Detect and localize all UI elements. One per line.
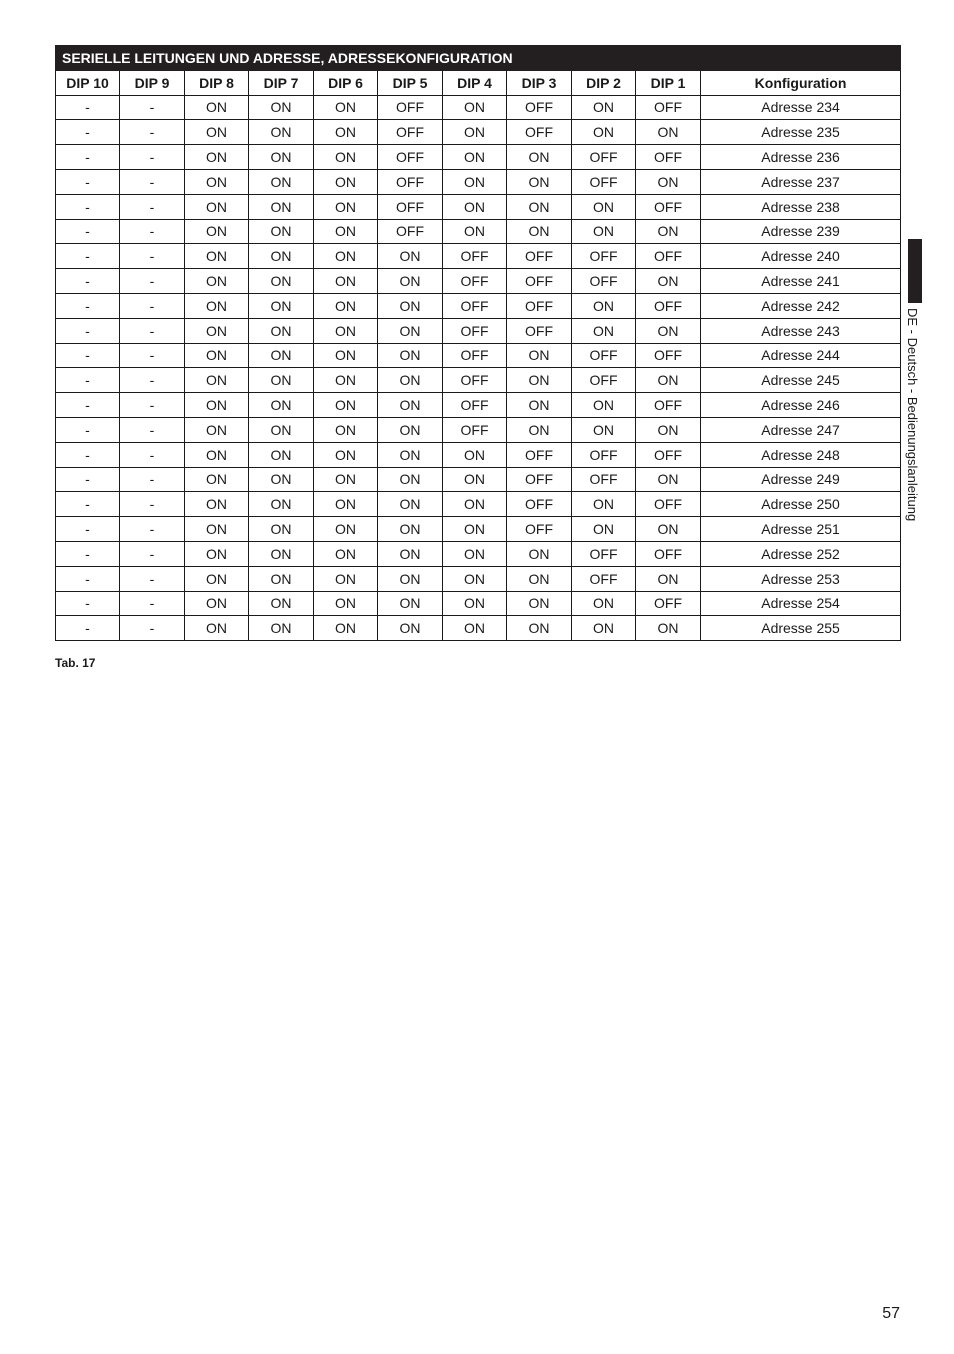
address-cell: Adresse 248 xyxy=(701,442,901,467)
dip-state-cell: ON xyxy=(507,566,572,591)
dip-state-cell: ON xyxy=(443,566,507,591)
dip-state-cell: - xyxy=(56,169,120,194)
dip-state-cell: ON xyxy=(636,616,701,641)
dip-state-cell: OFF xyxy=(636,145,701,170)
dip-state-cell: ON xyxy=(443,541,507,566)
dip-state-cell: ON xyxy=(185,145,249,170)
dip-state-cell: OFF xyxy=(507,517,572,542)
table-row xyxy=(56,492,901,517)
dip-state-cell: ON xyxy=(249,591,314,616)
dip-state-cell: ON xyxy=(249,145,314,170)
dip-state-cell: - xyxy=(56,145,120,170)
dip-state-cell: ON xyxy=(185,541,249,566)
dip-state-cell: - xyxy=(56,343,120,368)
table-row xyxy=(56,517,901,542)
dip-state-cell: ON xyxy=(636,169,701,194)
dip-state-cell: ON xyxy=(249,269,314,294)
dip-state-cell: ON xyxy=(314,219,378,244)
dip-state-cell: ON xyxy=(636,318,701,343)
dip-state-cell: ON xyxy=(378,566,443,591)
dip-state-cell: ON xyxy=(572,492,636,517)
dip-state-cell: ON xyxy=(636,368,701,393)
dip-state-cell: ON xyxy=(507,343,572,368)
dip-state-cell: - xyxy=(120,318,185,343)
dip-state-cell: OFF xyxy=(507,492,572,517)
dip-state-cell: ON xyxy=(572,417,636,442)
dip-state-cell: - xyxy=(56,442,120,467)
dip-state-cell: ON xyxy=(185,269,249,294)
table-title: SERIELLE LEITUNGEN UND ADRESSE, ADRESSEKONFIGURATION xyxy=(56,46,901,71)
dip-state-cell: ON xyxy=(314,169,378,194)
dip-state-cell: ON xyxy=(443,591,507,616)
dip-state-cell: ON xyxy=(572,293,636,318)
dip-state-cell: ON xyxy=(636,417,701,442)
dip-state-cell: ON xyxy=(378,318,443,343)
table-row xyxy=(56,194,901,219)
address-cell: Adresse 247 xyxy=(701,417,901,442)
dip-state-cell: OFF xyxy=(636,393,701,418)
address-cell: Adresse 249 xyxy=(701,467,901,492)
column-header: DIP 10 xyxy=(56,70,120,95)
dip-state-cell: - xyxy=(56,219,120,244)
dip-state-cell: - xyxy=(56,318,120,343)
address-cell: Adresse 234 xyxy=(701,95,901,120)
dip-state-cell: ON xyxy=(507,591,572,616)
address-cell: Adresse 250 xyxy=(701,492,901,517)
table-row xyxy=(56,442,901,467)
dip-state-cell: - xyxy=(120,442,185,467)
dip-state-cell: - xyxy=(120,343,185,368)
table-row xyxy=(56,318,901,343)
dip-state-cell: ON xyxy=(249,616,314,641)
table-row xyxy=(56,169,901,194)
side-language-label-container xyxy=(905,308,925,568)
address-cell: Adresse 245 xyxy=(701,368,901,393)
dip-state-cell: ON xyxy=(185,95,249,120)
dip-state-cell: ON xyxy=(636,517,701,542)
address-cell: Adresse 254 xyxy=(701,591,901,616)
dip-state-cell: ON xyxy=(249,120,314,145)
address-cell: Adresse 239 xyxy=(701,219,901,244)
dip-switch-table xyxy=(55,45,901,641)
dip-state-cell: OFF xyxy=(572,566,636,591)
dip-state-cell: ON xyxy=(443,492,507,517)
dip-state-cell: ON xyxy=(572,194,636,219)
dip-state-cell: ON xyxy=(314,517,378,542)
dip-state-cell: OFF xyxy=(636,293,701,318)
dip-state-cell: - xyxy=(120,417,185,442)
dip-state-cell: OFF xyxy=(378,120,443,145)
dip-state-cell: - xyxy=(56,417,120,442)
table-row xyxy=(56,393,901,418)
column-header: DIP 8 xyxy=(185,70,249,95)
dip-state-cell: ON xyxy=(378,517,443,542)
dip-state-cell: ON xyxy=(572,95,636,120)
dip-state-cell: ON xyxy=(249,517,314,542)
dip-state-cell: ON xyxy=(314,145,378,170)
dip-state-cell: OFF xyxy=(443,343,507,368)
table-row xyxy=(56,566,901,591)
dip-state-cell: OFF xyxy=(572,244,636,269)
address-cell: Adresse 235 xyxy=(701,120,901,145)
dip-state-cell: - xyxy=(56,120,120,145)
dip-state-cell: OFF xyxy=(636,194,701,219)
dip-state-cell: ON xyxy=(249,492,314,517)
dip-state-cell: ON xyxy=(314,95,378,120)
dip-state-cell: ON xyxy=(314,566,378,591)
table-body xyxy=(56,95,901,641)
table-row xyxy=(56,219,901,244)
dip-state-cell: ON xyxy=(378,393,443,418)
dip-state-cell: - xyxy=(120,145,185,170)
dip-state-cell: ON xyxy=(185,293,249,318)
dip-state-cell: OFF xyxy=(572,368,636,393)
dip-state-cell: ON xyxy=(314,591,378,616)
dip-state-cell: ON xyxy=(249,541,314,566)
dip-state-cell: - xyxy=(120,616,185,641)
dip-state-cell: OFF xyxy=(636,343,701,368)
dip-state-cell: - xyxy=(56,244,120,269)
dip-state-cell: ON xyxy=(507,417,572,442)
dip-state-cell: ON xyxy=(507,169,572,194)
dip-state-cell: ON xyxy=(572,219,636,244)
dip-state-cell: ON xyxy=(249,169,314,194)
dip-state-cell: OFF xyxy=(636,95,701,120)
dip-state-cell: ON xyxy=(185,467,249,492)
dip-state-cell: ON xyxy=(185,244,249,269)
dip-state-cell: ON xyxy=(572,616,636,641)
dip-state-cell: OFF xyxy=(378,169,443,194)
dip-state-cell: OFF xyxy=(507,95,572,120)
dip-state-cell: ON xyxy=(185,393,249,418)
table-row xyxy=(56,293,901,318)
dip-state-cell: ON xyxy=(443,467,507,492)
dip-state-cell: ON xyxy=(314,318,378,343)
dip-state-cell: ON xyxy=(185,442,249,467)
table-row xyxy=(56,368,901,393)
address-cell: Adresse 252 xyxy=(701,541,901,566)
dip-state-cell: ON xyxy=(249,244,314,269)
dip-state-cell: ON xyxy=(443,145,507,170)
dip-state-cell: ON xyxy=(314,442,378,467)
dip-switch-table-container xyxy=(55,45,900,641)
dip-state-cell: OFF xyxy=(572,467,636,492)
dip-state-cell: - xyxy=(56,517,120,542)
dip-state-cell: OFF xyxy=(507,120,572,145)
dip-state-cell: ON xyxy=(443,517,507,542)
dip-state-cell: ON xyxy=(249,393,314,418)
side-language-label: DE - Deutsch - Bedienungslanleitung xyxy=(905,308,920,522)
dip-state-cell: ON xyxy=(507,541,572,566)
dip-state-cell: ON xyxy=(314,293,378,318)
table-row xyxy=(56,417,901,442)
dip-state-cell: - xyxy=(120,467,185,492)
dip-state-cell: ON xyxy=(249,293,314,318)
page-number: 57 xyxy=(882,1305,900,1322)
dip-state-cell: - xyxy=(120,169,185,194)
column-header: Konfiguration xyxy=(701,70,901,95)
dip-state-cell: ON xyxy=(378,591,443,616)
dip-state-cell: OFF xyxy=(443,417,507,442)
dip-state-cell: - xyxy=(120,566,185,591)
column-header: DIP 3 xyxy=(507,70,572,95)
dip-state-cell: OFF xyxy=(443,293,507,318)
side-section-tab xyxy=(908,239,922,303)
dip-state-cell: ON xyxy=(314,492,378,517)
dip-state-cell: - xyxy=(56,467,120,492)
address-cell: Adresse 246 xyxy=(701,393,901,418)
address-cell: Adresse 241 xyxy=(701,269,901,294)
dip-state-cell: ON xyxy=(185,417,249,442)
dip-state-cell: - xyxy=(56,368,120,393)
dip-state-cell: OFF xyxy=(378,145,443,170)
dip-state-cell: ON xyxy=(249,219,314,244)
dip-state-cell: - xyxy=(120,591,185,616)
table-row xyxy=(56,467,901,492)
dip-state-cell: OFF xyxy=(507,467,572,492)
dip-state-cell: ON xyxy=(249,368,314,393)
dip-state-cell: - xyxy=(120,541,185,566)
dip-state-cell: ON xyxy=(249,467,314,492)
dip-state-cell: ON xyxy=(443,194,507,219)
dip-state-cell: ON xyxy=(443,442,507,467)
dip-state-cell: ON xyxy=(572,591,636,616)
dip-state-cell: - xyxy=(120,120,185,145)
dip-state-cell: ON xyxy=(314,616,378,641)
dip-state-cell: - xyxy=(56,591,120,616)
dip-state-cell: OFF xyxy=(443,244,507,269)
address-cell: Adresse 236 xyxy=(701,145,901,170)
dip-state-cell: OFF xyxy=(443,318,507,343)
address-cell: Adresse 238 xyxy=(701,194,901,219)
dip-state-cell: ON xyxy=(572,393,636,418)
dip-state-cell: ON xyxy=(185,219,249,244)
dip-state-cell: ON xyxy=(314,244,378,269)
table-row xyxy=(56,95,901,120)
dip-state-cell: OFF xyxy=(443,368,507,393)
dip-state-cell: ON xyxy=(378,492,443,517)
dip-state-cell: ON xyxy=(314,343,378,368)
dip-state-cell: ON xyxy=(185,169,249,194)
table-row xyxy=(56,120,901,145)
dip-state-cell: ON xyxy=(314,120,378,145)
dip-state-cell: OFF xyxy=(572,145,636,170)
dip-state-cell: ON xyxy=(507,145,572,170)
dip-state-cell: - xyxy=(56,269,120,294)
dip-state-cell: OFF xyxy=(507,244,572,269)
dip-state-cell: ON xyxy=(314,467,378,492)
dip-state-cell: ON xyxy=(507,219,572,244)
dip-state-cell: ON xyxy=(185,492,249,517)
dip-state-cell: - xyxy=(56,194,120,219)
address-cell: Adresse 243 xyxy=(701,318,901,343)
dip-state-cell: OFF xyxy=(636,244,701,269)
dip-state-cell: ON xyxy=(443,169,507,194)
dip-state-cell: ON xyxy=(378,442,443,467)
table-caption: Tab. 17 xyxy=(55,656,96,670)
dip-state-cell: ON xyxy=(378,343,443,368)
dip-state-cell: - xyxy=(120,194,185,219)
dip-state-cell: OFF xyxy=(636,492,701,517)
dip-state-cell: ON xyxy=(249,417,314,442)
dip-state-cell: OFF xyxy=(572,442,636,467)
dip-state-cell: ON xyxy=(314,417,378,442)
dip-state-cell: - xyxy=(120,293,185,318)
dip-state-cell: OFF xyxy=(443,393,507,418)
dip-state-cell: ON xyxy=(185,343,249,368)
dip-state-cell: ON xyxy=(378,269,443,294)
dip-state-cell: ON xyxy=(443,120,507,145)
dip-state-cell: OFF xyxy=(507,442,572,467)
column-header: DIP 9 xyxy=(120,70,185,95)
address-cell: Adresse 253 xyxy=(701,566,901,591)
dip-state-cell: ON xyxy=(378,417,443,442)
dip-state-cell: OFF xyxy=(507,269,572,294)
dip-state-cell: ON xyxy=(507,393,572,418)
dip-state-cell: ON xyxy=(314,269,378,294)
address-cell: Adresse 251 xyxy=(701,517,901,542)
dip-state-cell: - xyxy=(56,566,120,591)
dip-state-cell: ON xyxy=(249,566,314,591)
dip-state-cell: ON xyxy=(507,368,572,393)
dip-state-cell: ON xyxy=(572,318,636,343)
dip-state-cell: - xyxy=(120,219,185,244)
dip-state-cell: - xyxy=(120,517,185,542)
dip-state-cell: ON xyxy=(378,541,443,566)
table-row xyxy=(56,616,901,641)
dip-state-cell: ON xyxy=(249,194,314,219)
dip-state-cell: ON xyxy=(249,95,314,120)
dip-state-cell: OFF xyxy=(572,541,636,566)
dip-state-cell: ON xyxy=(185,368,249,393)
dip-state-cell: - xyxy=(56,95,120,120)
dip-state-cell: ON xyxy=(314,393,378,418)
dip-state-cell: ON xyxy=(572,517,636,542)
dip-state-cell: ON xyxy=(378,293,443,318)
dip-state-cell: ON xyxy=(249,442,314,467)
column-header: DIP 1 xyxy=(636,70,701,95)
dip-state-cell: OFF xyxy=(378,219,443,244)
column-header: DIP 6 xyxy=(314,70,378,95)
column-header: DIP 7 xyxy=(249,70,314,95)
dip-state-cell: OFF xyxy=(572,343,636,368)
dip-state-cell: - xyxy=(56,293,120,318)
dip-state-cell: ON xyxy=(572,120,636,145)
dip-state-cell: ON xyxy=(314,541,378,566)
dip-state-cell: ON xyxy=(443,219,507,244)
dip-state-cell: OFF xyxy=(443,269,507,294)
dip-state-cell: ON xyxy=(249,343,314,368)
dip-state-cell: ON xyxy=(185,566,249,591)
dip-state-cell: ON xyxy=(314,368,378,393)
dip-state-cell: - xyxy=(56,393,120,418)
table-header-row xyxy=(56,70,901,95)
dip-state-cell: ON xyxy=(185,591,249,616)
dip-state-cell: ON xyxy=(636,120,701,145)
dip-state-cell: ON xyxy=(443,95,507,120)
dip-state-cell: - xyxy=(56,541,120,566)
dip-state-cell: OFF xyxy=(378,95,443,120)
dip-state-cell: ON xyxy=(636,566,701,591)
column-header: DIP 4 xyxy=(443,70,507,95)
table-title-row xyxy=(56,46,901,71)
dip-state-cell: ON xyxy=(185,120,249,145)
dip-state-cell: ON xyxy=(378,616,443,641)
table-row xyxy=(56,244,901,269)
dip-state-cell: ON xyxy=(314,194,378,219)
address-cell: Adresse 240 xyxy=(701,244,901,269)
address-cell: Adresse 244 xyxy=(701,343,901,368)
dip-state-cell: ON xyxy=(378,467,443,492)
dip-state-cell: ON xyxy=(185,194,249,219)
dip-state-cell: - xyxy=(120,244,185,269)
dip-state-cell: ON xyxy=(636,269,701,294)
dip-state-cell: ON xyxy=(636,467,701,492)
column-header: DIP 2 xyxy=(572,70,636,95)
dip-state-cell: OFF xyxy=(507,318,572,343)
dip-state-cell: ON xyxy=(185,517,249,542)
dip-state-cell: - xyxy=(120,368,185,393)
dip-state-cell: OFF xyxy=(636,591,701,616)
address-cell: Adresse 255 xyxy=(701,616,901,641)
address-cell: Adresse 242 xyxy=(701,293,901,318)
dip-state-cell: ON xyxy=(443,616,507,641)
dip-state-cell: ON xyxy=(378,368,443,393)
table-row xyxy=(56,343,901,368)
dip-state-cell: ON xyxy=(249,318,314,343)
dip-state-cell: - xyxy=(120,393,185,418)
table-row xyxy=(56,269,901,294)
dip-state-cell: OFF xyxy=(507,293,572,318)
dip-state-cell: OFF xyxy=(572,269,636,294)
dip-state-cell: ON xyxy=(507,194,572,219)
address-cell: Adresse 237 xyxy=(701,169,901,194)
dip-state-cell: - xyxy=(56,492,120,517)
dip-state-cell: ON xyxy=(378,244,443,269)
dip-state-cell: - xyxy=(120,492,185,517)
dip-state-cell: - xyxy=(120,95,185,120)
dip-state-cell: OFF xyxy=(378,194,443,219)
dip-state-cell: OFF xyxy=(636,442,701,467)
dip-state-cell: ON xyxy=(507,616,572,641)
column-header: DIP 5 xyxy=(378,70,443,95)
dip-state-cell: - xyxy=(56,616,120,641)
dip-state-cell: ON xyxy=(185,318,249,343)
dip-state-cell: - xyxy=(120,269,185,294)
dip-state-cell: OFF xyxy=(636,541,701,566)
dip-state-cell: OFF xyxy=(572,169,636,194)
dip-state-cell: ON xyxy=(636,219,701,244)
dip-state-cell: ON xyxy=(185,616,249,641)
table-row xyxy=(56,541,901,566)
table-row xyxy=(56,591,901,616)
table-row xyxy=(56,145,901,170)
